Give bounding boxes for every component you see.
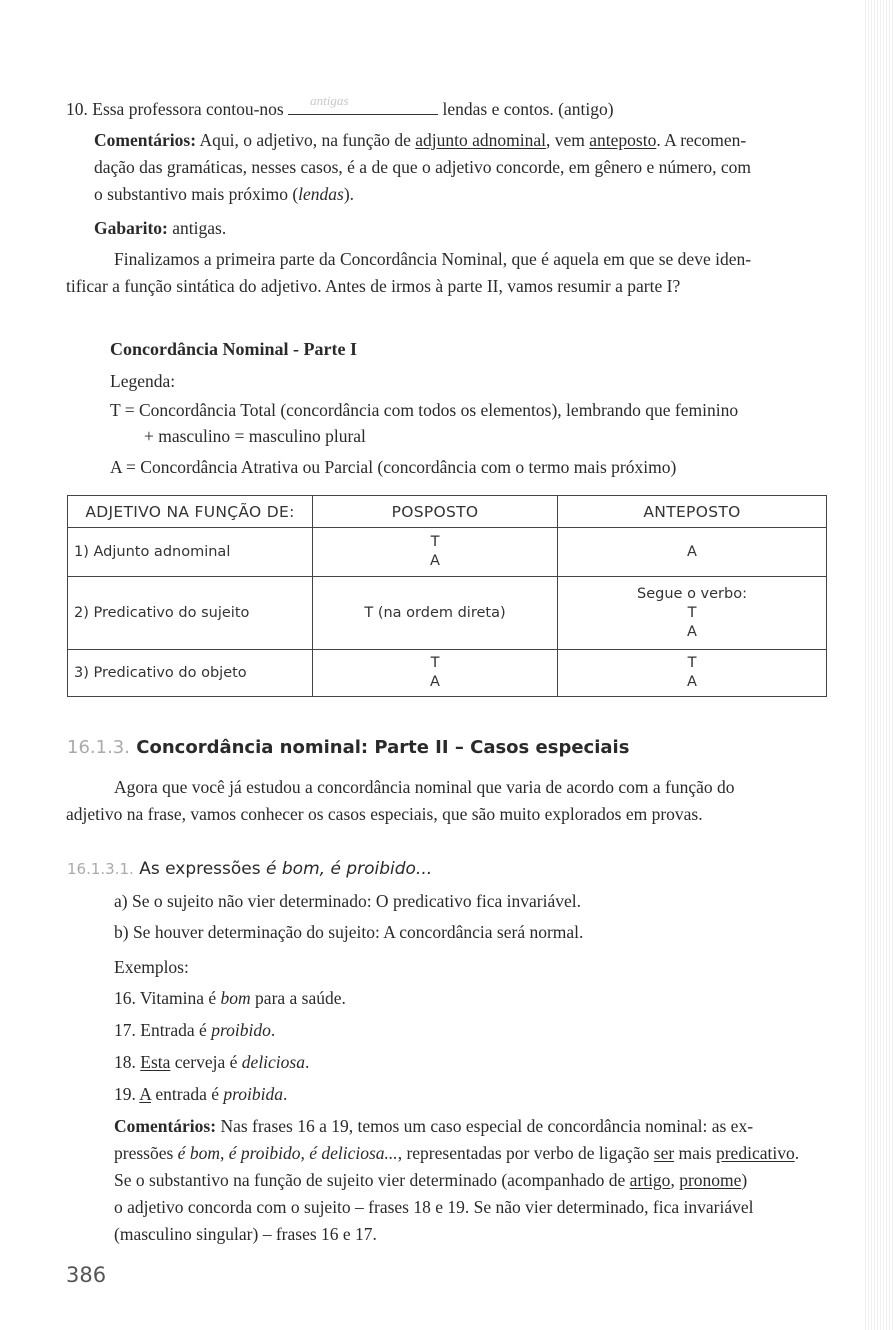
legend-label: Legenda: [110,371,176,391]
legend-a: A = Concordância Atrativa ou Parcial (concordância com o termo mais próximo) [110,457,677,477]
table-row [68,528,827,577]
text: . A recomen- [656,130,747,150]
text: . [270,1020,276,1040]
section-heading-16-1-3 [67,737,629,758]
comentarios-1-line2: dação das gramáticas, nesses casos, é a de que o adjetivo concorde, em gênero e número, com [94,157,751,177]
text: para a saúde. [250,988,346,1008]
comentarios-2-line2 [114,1141,799,1165]
text: ). [343,184,355,204]
italic-term: bom [220,988,251,1008]
underlined-term: adjunto adnominal [415,130,547,150]
section-number: 16.1.3.1. [67,860,134,878]
text: entrada é [150,1084,224,1104]
cell-funcao: 2) Predicativo do sujeito [68,577,313,650]
text: Vitamina é [135,988,221,1008]
example-number: 17. [114,1020,136,1040]
cell-value: T (na ordem direta) [364,604,506,621]
text: pressões [114,1143,178,1163]
exercise-text-after: lendas e contos. (antigo) [442,99,614,119]
paragraph-line: Finalizamos a primeira parte da Concordância Nominal, que é aquela em que se deve iden- [114,249,752,269]
legend-t: T = Concordância Total (concordância com todos os elementos), lembrando que feminino [110,400,739,420]
exemplos-label: Exemplos: [114,957,189,977]
comentarios-label: Comentários: [114,1116,217,1136]
paragraph-line: Agora que você já estudou a concordância nominal que varia de acordo com a função do [114,777,735,797]
cell-posposto [313,528,558,577]
cell-anteposto [558,650,827,697]
text: Entrada é [135,1020,212,1040]
cell-anteposto [558,577,827,650]
cell-posposto [313,650,558,697]
italic-term: deliciosa [241,1052,305,1072]
section-number: 16.1.3. [67,737,130,758]
example-number: 16. [114,988,136,1008]
italic-term: é bom, é proibido, é deliciosa... [177,1143,398,1163]
page-number: 386 [66,1263,107,1287]
summary-title: Concordância Nominal - Parte I [110,339,357,359]
cell-value: T [430,655,440,671]
text: . [304,1052,310,1072]
scan-edge-texture [863,0,893,1330]
handwritten-answer: antigas [310,93,349,108]
cell-value: T [687,604,697,621]
underlined-term: Esta [140,1052,171,1072]
paragraph-line: adjetivo na frase, vamos conhecer os casos especiais, que são muito explorados em provas. [66,804,703,824]
exercise-10 [66,93,614,121]
cell-value: A [430,553,440,569]
example-number: 19. [114,1084,136,1104]
text: ) [741,1170,748,1190]
paragraph-line: tificar a função sintática do adjetivo. Antes de irmos à parte II, vamos resumir a parte I? [66,276,681,296]
comentarios-2-line5: (masculino singular) – frases 16 e 17. [114,1224,377,1244]
underlined-term: ser [653,1143,675,1163]
italic-term: lendas [298,184,344,204]
gabarito-value: antigas. [172,218,227,238]
cell-funcao: 1) Adjunto adnominal [68,528,313,577]
section-title: As expressões [139,859,267,879]
gabarito [94,216,226,240]
exercise-text: Essa professora contou-nos [92,99,284,119]
text: . [283,1084,288,1104]
cell-value: A [687,543,697,560]
table-header-row [68,496,827,528]
header-posposto: POSPOSTO [313,496,558,528]
cell-value: A [687,674,697,690]
cell-value: Segue o verbo: [637,585,747,602]
cell-anteposto [558,528,827,577]
text: mais [674,1143,716,1163]
underlined-term: pronome [679,1170,742,1190]
example-17 [114,1018,275,1042]
comentarios-label: Comentários: [94,130,197,150]
example-16 [114,986,346,1010]
example-19 [114,1082,287,1106]
section-title: Concordância nominal: Parte II – Casos especiais [136,737,630,758]
underlined-term: predicativo [715,1143,795,1163]
comentarios-2-line3 [114,1168,747,1192]
rule-item-b: b) Se houver determinação do sujeito: A concordância será normal. [114,922,584,942]
underlined-term: artigo [629,1170,671,1190]
cell-value: T [430,534,440,550]
cell-posposto [313,577,558,650]
header-anteposto: ANTEPOSTO [558,496,827,528]
example-18 [114,1050,309,1074]
section-title-italic: é bom, é proibido... [266,859,433,879]
text: , vem [546,130,585,150]
concordancia-table [67,495,827,697]
table-row [68,577,827,650]
section-heading-16-1-3-1 [67,859,432,879]
text: Nas frases 16 a 19, temos um caso especial de concordância nominal: as ex- [220,1116,754,1136]
comentarios-2-line4: o adjetivo concorda com o sujeito – frases 18 e 19. Se não vier determinado, fica invariável [114,1197,754,1217]
text: o substantivo mais próximo ( [94,184,299,204]
comentarios-1-line3 [94,182,354,206]
text: , representadas por verbo de ligação [397,1143,654,1163]
underlined-term: A [139,1084,151,1104]
cell-funcao: 3) Predicativo do objeto [68,650,313,697]
table-row [68,650,827,697]
cell-value: T [687,655,697,671]
answer-blank [288,93,438,115]
italic-term: proibido [211,1020,271,1040]
cell-value: A [430,674,440,690]
text: . [794,1143,800,1163]
exercise-number: 10. [66,99,88,119]
legend-t-continued: + masculino = masculino plural [144,426,366,446]
underlined-term: anteposto [589,130,657,150]
text: Aqui, o adjetivo, na função de [199,130,411,150]
example-number: 18. [114,1052,136,1072]
comentarios-1-line1 [94,128,746,152]
text: cerveja é [170,1052,242,1072]
comentarios-2-line1 [114,1114,753,1138]
text: Se o substantivo na função de sujeito vier determinado (acompanhado de [114,1170,630,1190]
gabarito-label: Gabarito: [94,218,168,238]
text: , [670,1170,680,1190]
header-funcao: ADJETIVO NA FUNÇÃO DE: [68,496,313,528]
italic-term: proibida [223,1084,284,1104]
rule-item-a: a) Se o sujeito não vier determinado: O predicativo fica invariável. [114,891,581,911]
cell-value: A [687,623,697,640]
